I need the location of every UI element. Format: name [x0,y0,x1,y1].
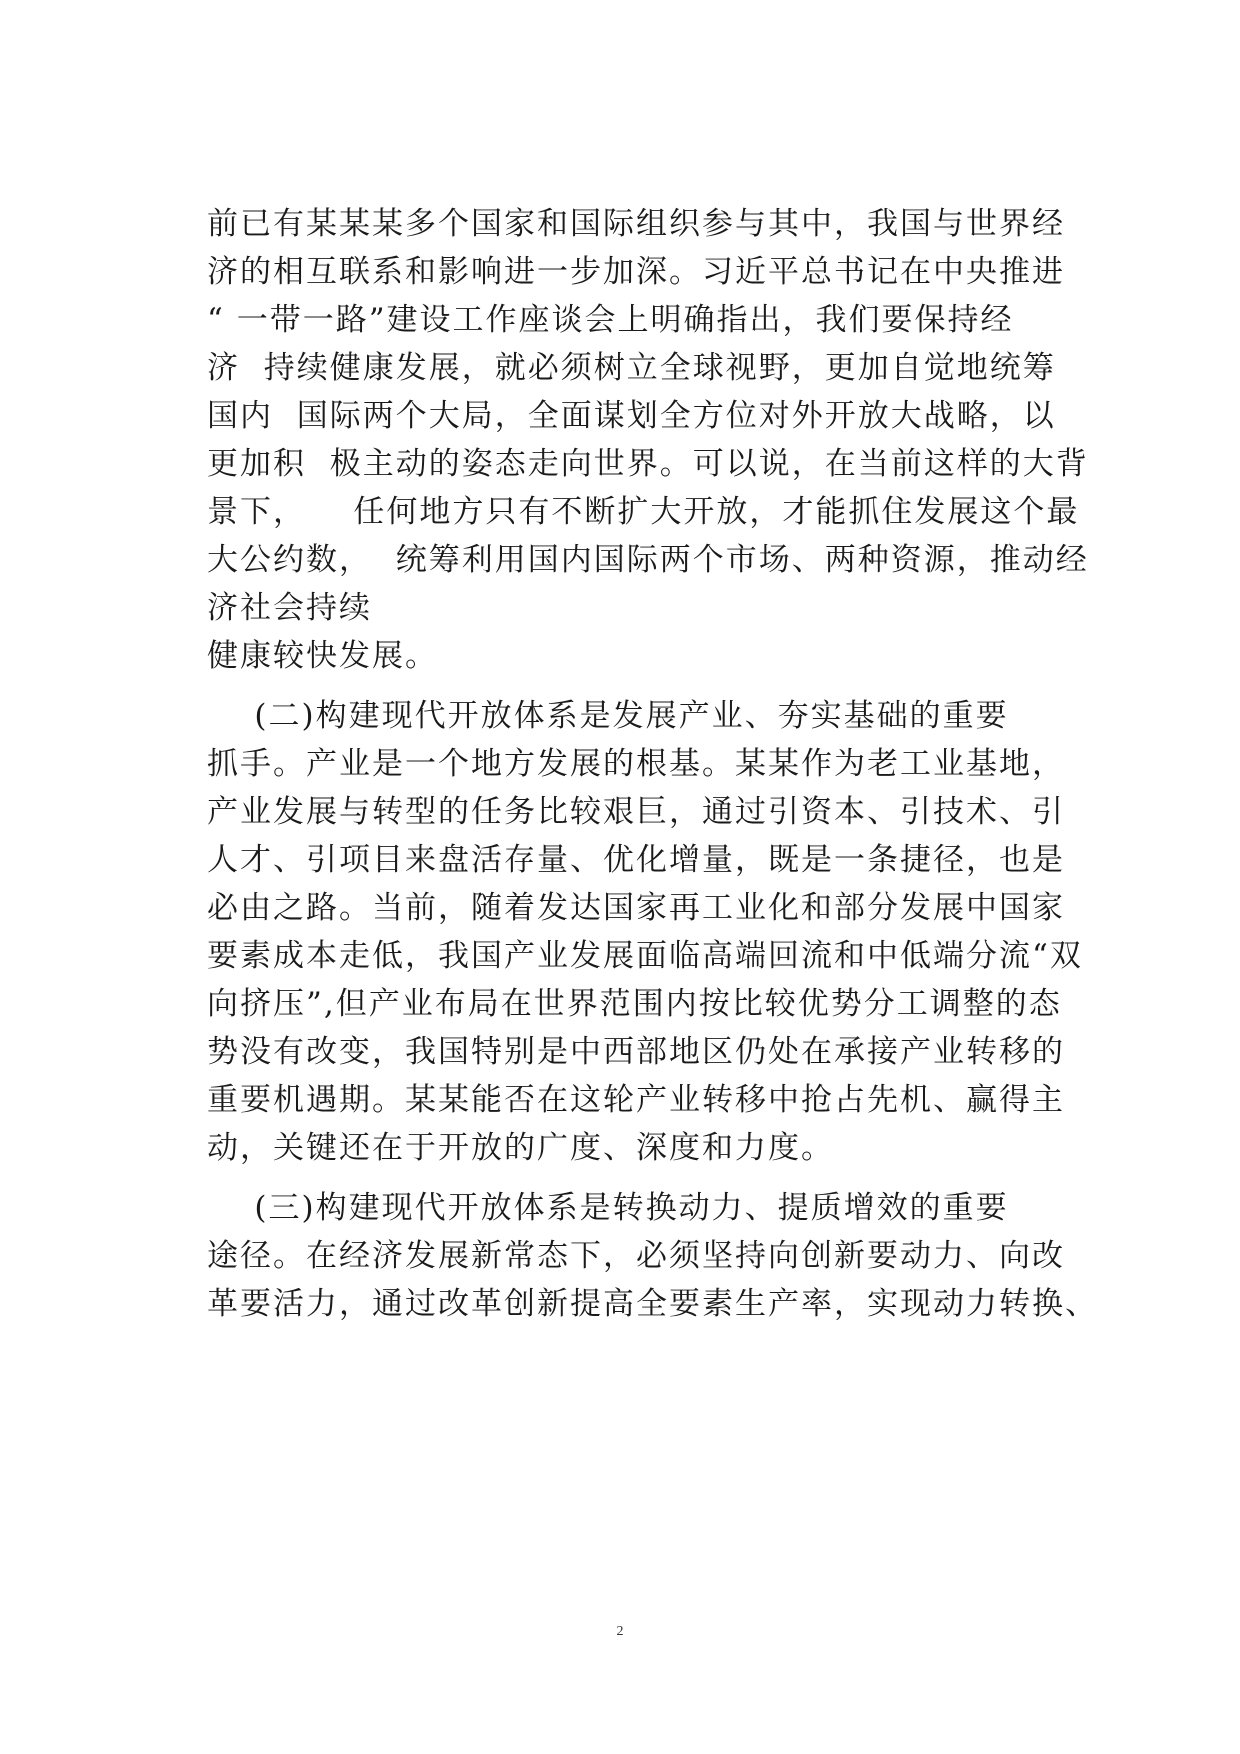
text-line: 向挤压”,但产业布局在世界范围内按比较优势分工调整的态 [207,986,1062,1022]
text-line: (三)构建现代开放体系是转换动力、提质增效的重要 [207,1190,1009,1226]
text-line: 济的相互联系和影响进一步加深。习近平总书记在中央推进 [207,254,1065,290]
text-line: 健康较快发展。 [207,638,438,674]
text-line: 产业发展与转型的任务比较艰巨，通过引资本、引技术、引 [207,794,1065,830]
text-line: (二)构建现代开放体系是发展产业、夯实基础的重要 [207,698,1009,734]
paragraph-gap [207,1172,1077,1184]
text-line: 途径。在经济发展新常态下，必须坚持向创新要动力、向改 [207,1238,1065,1274]
paragraph-2 [207,692,1083,1172]
text-line: 重要机遇期。某某能否在这轮产业转移中抢占先机、赢得主 [207,1082,1065,1118]
text-line: 更加积 极主动的姿态走向世界。可以说，在当前这样的大背 [207,446,1089,482]
text-line: 大公约数， 统筹利用国内国际两个市场、两种资源，推动经 [207,542,1089,578]
text-line: 景下， 任何地方只有不断扩大开放，才能抓住发展这个最 [207,494,1080,530]
text-line: 抓手。产业是一个地方发展的根基。某某作为老工业基地， [207,746,1065,782]
text-line: 济社会持续 [207,590,372,626]
page-number: 2 [616,1624,624,1639]
body-text [207,200,1098,1328]
text-line: 要素成本走低，我国产业发展面临高端回流和中低端分流“双 [207,938,1083,974]
paragraph-1 [207,200,1089,680]
text-line: 革要活力，通过改革创新提高全要素生产率，实现动力转换、 [207,1286,1098,1322]
paragraph-gap [207,680,1077,692]
text-line: “ 一带一路”建设工作座谈会上明确指出，我们要保持经 [207,302,1014,338]
text-line: 势没有改变，我国特别是中西部地区仍处在承接产业转移的 [207,1034,1065,1070]
text-line: 必由之路。当前，随着发达国家再工业化和部分发展中国家 [207,890,1065,926]
text-line: 前已有某某某多个国家和国际组织参与其中，我国与世界经 [207,206,1065,242]
text-line: 国内 国际两个大局，全面谋划全方位对外开放大战略，以 [207,398,1056,434]
text-line: 人才、引项目来盘活存量、优化增量，既是一条捷径，也是 [207,842,1065,878]
text-line: 动，关键还在于开放的广度、深度和力度。 [207,1130,834,1166]
paragraph-3 [207,1184,1098,1328]
text-line: 济 持续健康发展，就必须树立全球视野，更加自觉地统筹 [207,350,1056,386]
